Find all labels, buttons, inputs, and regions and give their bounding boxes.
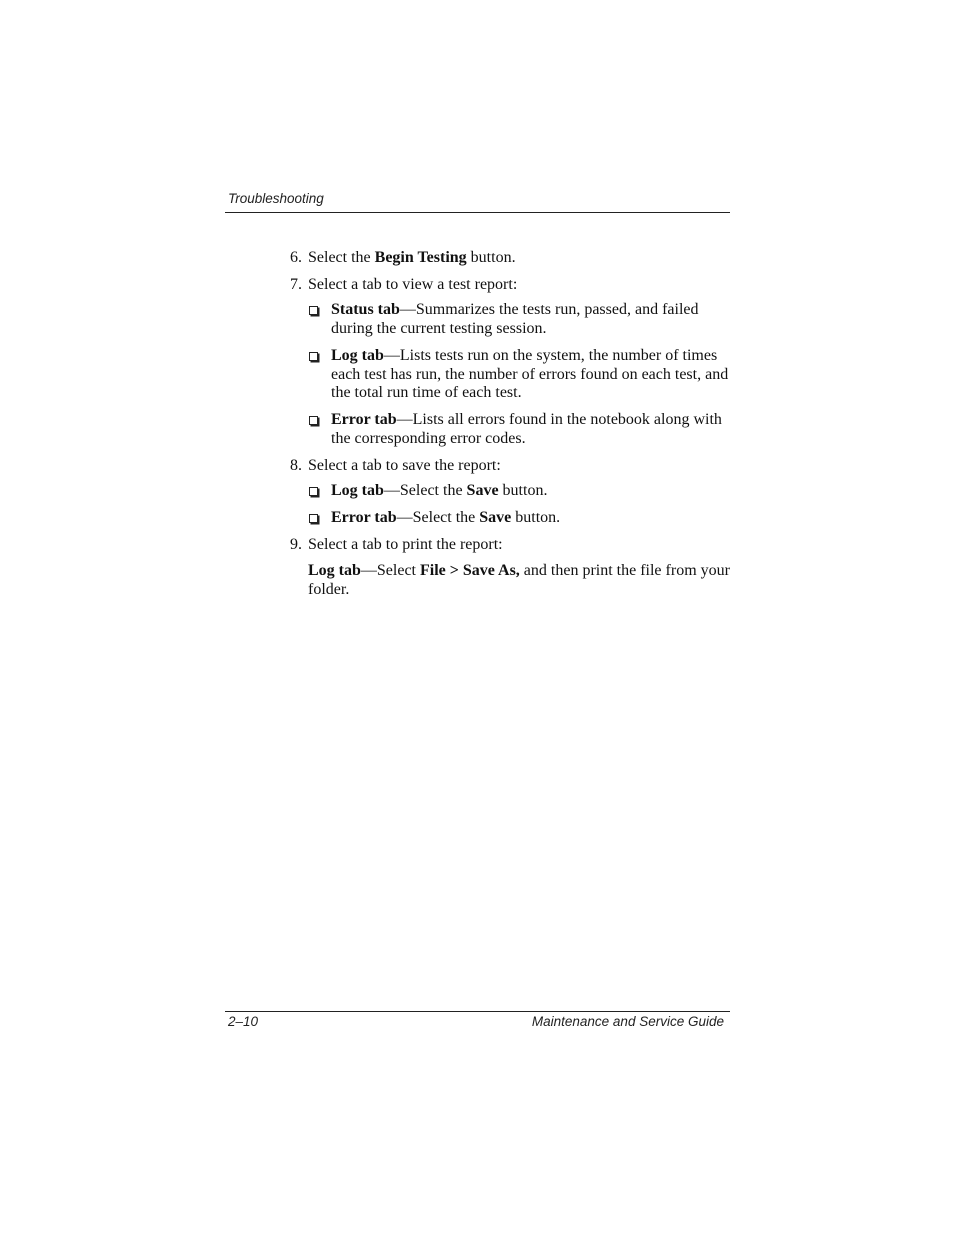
header-rule — [225, 212, 730, 213]
log-tab-save-item: Log tab—Select the Save button. — [331, 482, 548, 499]
step-text: Select a tab to view a test report: — [308, 276, 518, 293]
checkbox-bullet-icon — [309, 514, 318, 523]
checkbox-bullet-icon — [309, 416, 318, 425]
step-number: 8. — [290, 457, 302, 474]
step-number: 9. — [290, 536, 302, 553]
log-tab-print-note: Log tab—Select File > Save As, and then print the file from your folder. — [308, 562, 730, 598]
step-number: 7. — [290, 276, 302, 293]
checkbox-bullet-icon — [309, 352, 318, 361]
status-tab-item: Status tab—Summarizes the tests run, passed, and failed during the current testing session. — [331, 301, 699, 337]
checkbox-bullet-icon — [309, 306, 318, 315]
begin-testing-label: Begin Testing — [374, 249, 467, 266]
guide-title: Maintenance and Service Guide — [531, 1014, 724, 1029]
step-text: Select a tab to print the report: — [308, 536, 503, 553]
running-header: Troubleshooting — [228, 191, 324, 206]
footer-rule — [225, 1011, 730, 1012]
error-tab-save-item: Error tab—Select the Save button. — [331, 509, 561, 526]
checkbox-bullet-icon — [309, 487, 318, 496]
error-tab-item: Error tab—Lists all errors found in the notebook along with the corresponding error codes. — [331, 411, 722, 447]
step-text: Select the Begin Testing button. — [308, 249, 516, 266]
step-number: 6. — [290, 249, 302, 266]
log-tab-item: Log tab—Lists tests run on the system, the number of times each test has run, the number of errors found on each test, and the total run time of each test. — [331, 347, 729, 401]
page-number: 2–10 — [228, 1014, 259, 1029]
step-text: Select a tab to save the report: — [308, 457, 501, 474]
